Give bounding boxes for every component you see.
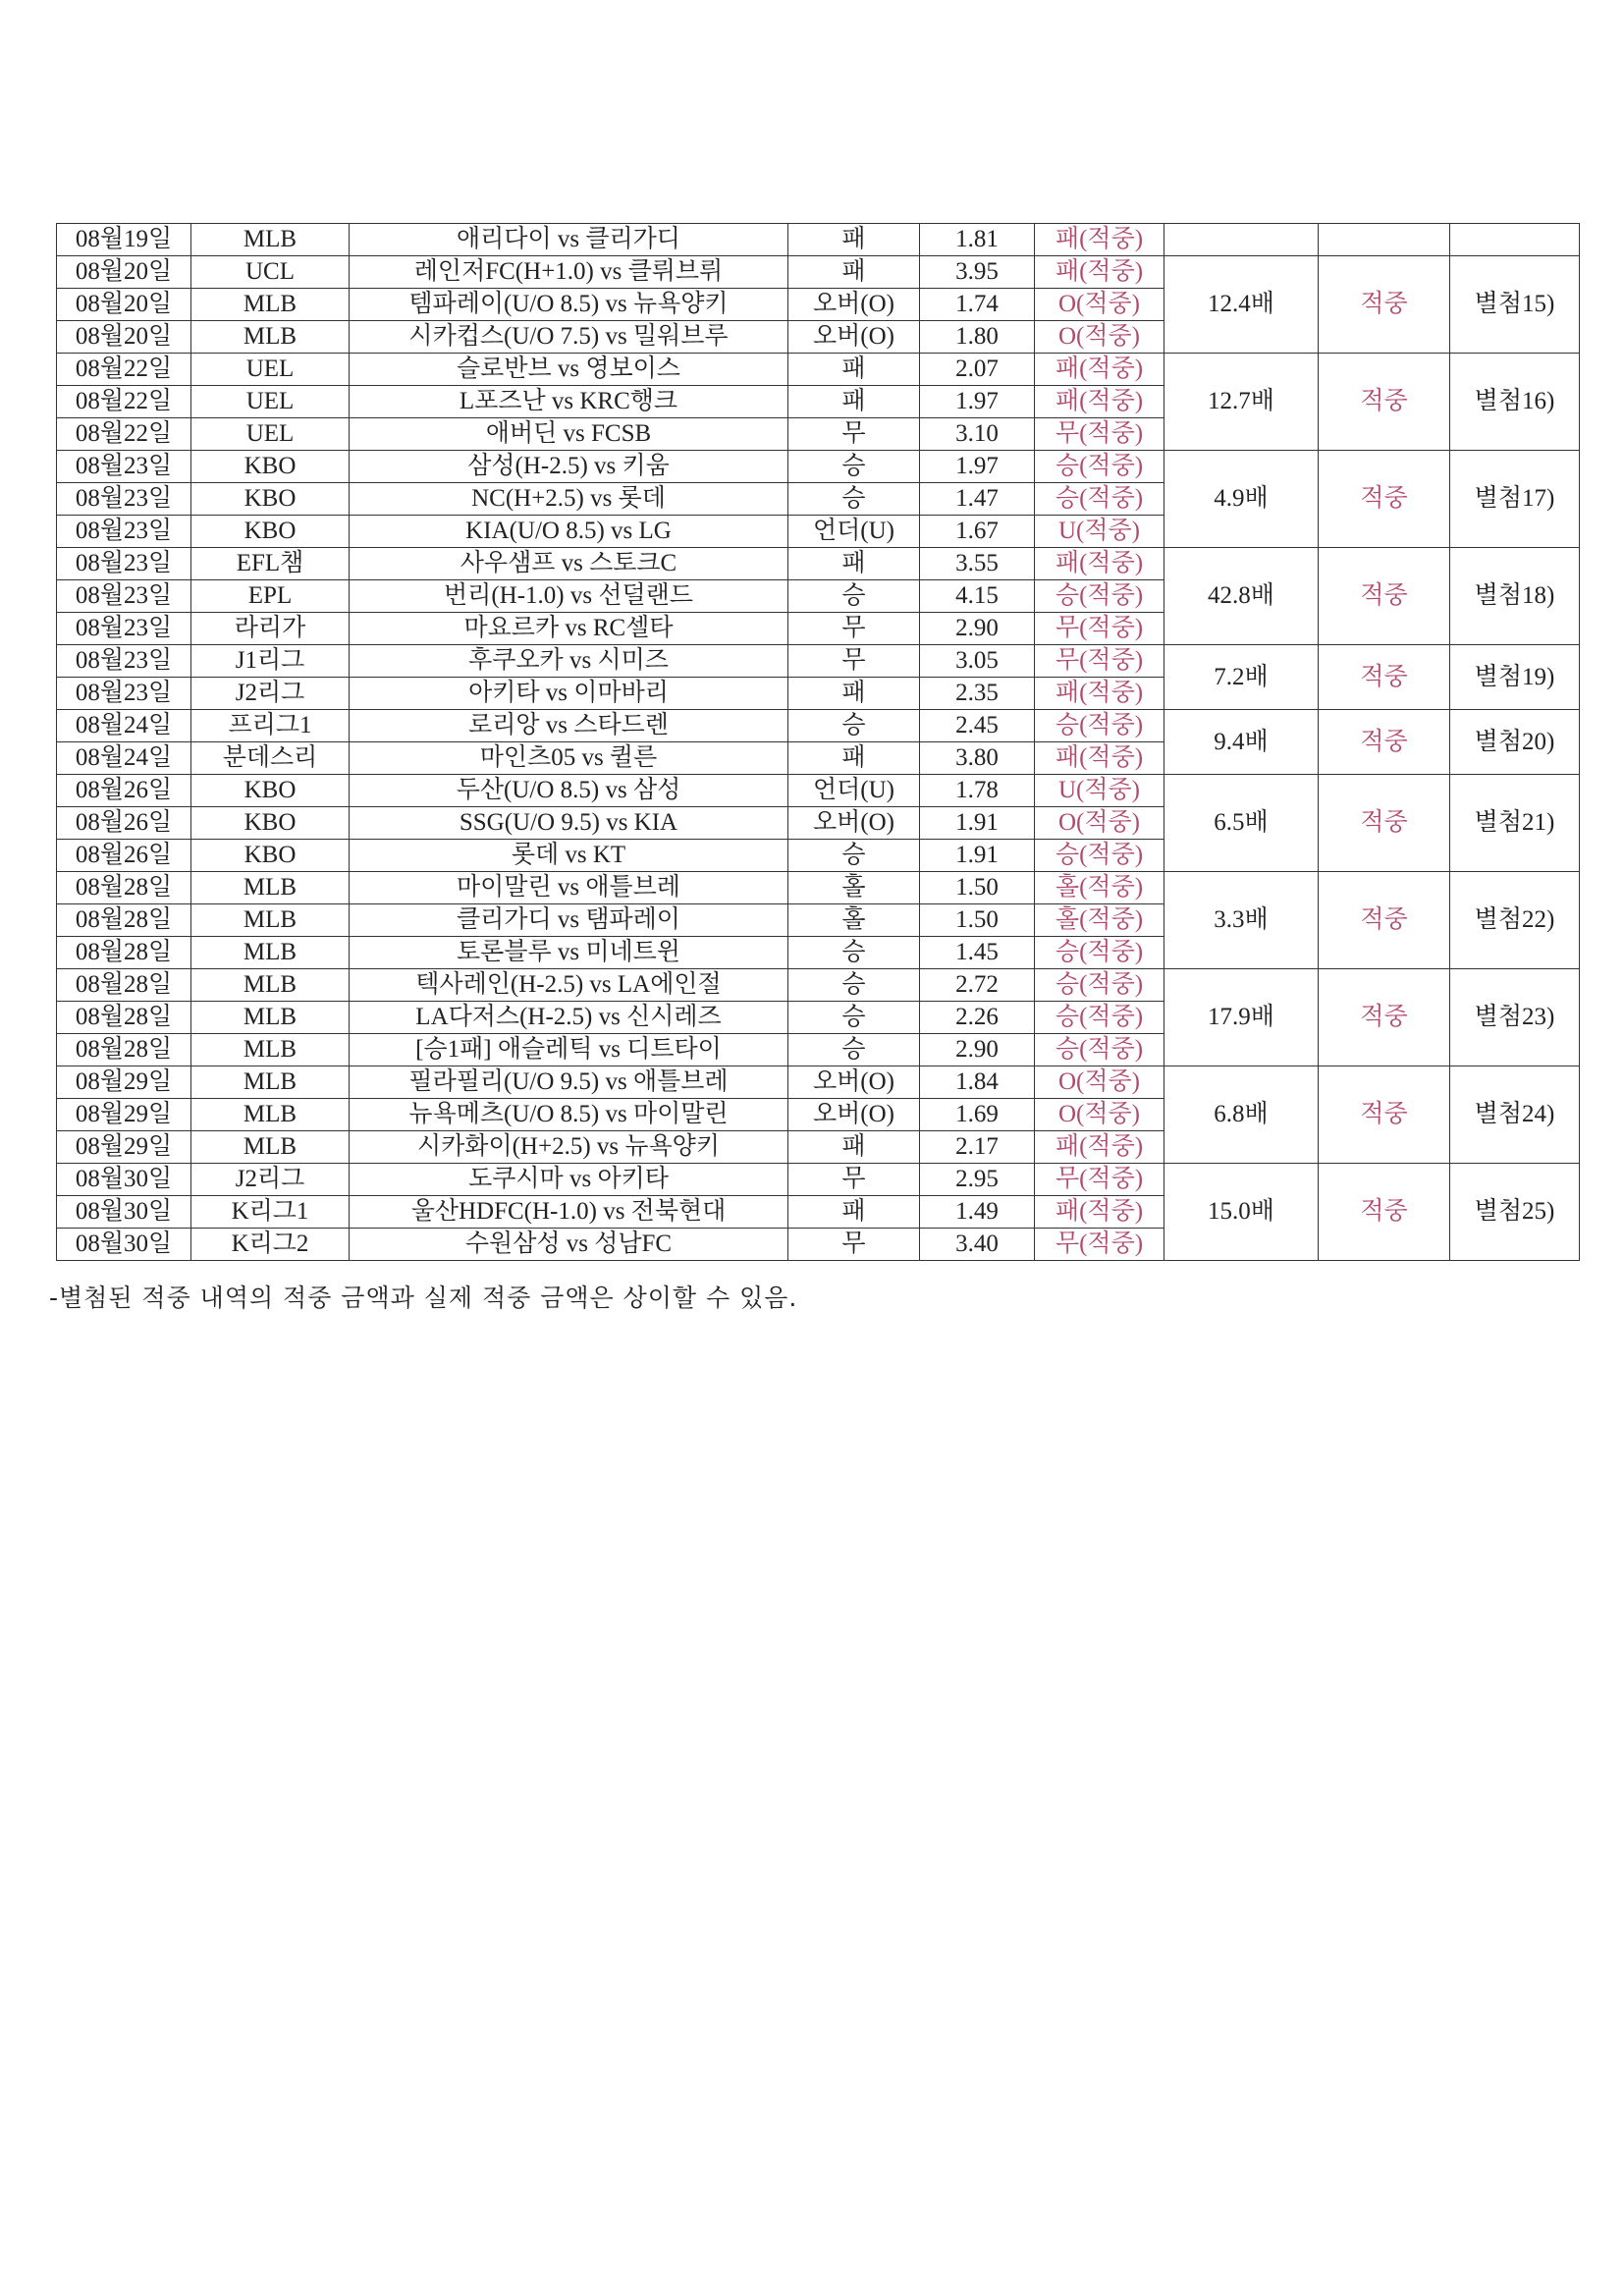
league-cell: MLB [191,872,350,904]
match-cell: 텍사레인(H-2.5) vs LA에인절 [350,969,788,1002]
date-cell: 08월22일 [57,418,191,451]
result-cell: 패(적중) [1035,678,1164,710]
odds-cell: 2.26 [920,1002,1035,1034]
status-cell: 적중 [1319,256,1450,354]
league-cell: MLB [191,224,350,256]
match-cell: 레인저FC(H+1.0) vs 클뤼브뤼 [350,256,788,289]
table-row [57,224,1580,256]
pick-cell: 승 [788,969,920,1002]
league-cell: J2리그 [191,1164,350,1196]
date-cell: 08월23일 [57,483,191,516]
odds-cell: 1.45 [920,937,1035,969]
result-cell: 승(적중) [1035,451,1164,483]
odds-cell: 3.55 [920,548,1035,580]
date-cell: 08월20일 [57,289,191,321]
pick-cell: 패 [788,1196,920,1229]
result-cell: 패(적중) [1035,1131,1164,1164]
league-cell: MLB [191,969,350,1002]
result-cell: U(적중) [1035,775,1164,807]
match-cell: 슬로반브 vs 영보이스 [350,354,788,386]
match-cell: 도쿠시마 vs 아키타 [350,1164,788,1196]
attachment-cell: 별첨20) [1450,710,1580,775]
date-cell: 08월23일 [57,548,191,580]
result-cell: 패(적중) [1035,548,1164,580]
match-cell: NC(H+2.5) vs 롯데 [350,483,788,516]
odds-cell: 3.80 [920,742,1035,775]
status-cell: 적중 [1319,451,1450,548]
pick-cell: 승 [788,1034,920,1066]
date-cell: 08월19일 [57,224,191,256]
odds-cell: 1.80 [920,321,1035,354]
match-cell: 마요르카 vs RC셀타 [350,613,788,645]
pick-cell: 언더(U) [788,775,920,807]
multiplier-cell: 6.5배 [1164,775,1319,872]
pick-cell: 오버(O) [788,289,920,321]
pick-cell: 무 [788,1229,920,1261]
league-cell: MLB [191,1034,350,1066]
date-cell: 08월20일 [57,256,191,289]
table-row [57,872,1580,904]
pick-cell: 무 [788,645,920,678]
odds-cell: 1.91 [920,807,1035,840]
league-cell: 프리그1 [191,710,350,742]
date-cell: 08월28일 [57,937,191,969]
attachment-cell: 별첨15) [1450,256,1580,354]
status-cell: 적중 [1319,969,1450,1066]
result-cell: 패(적중) [1035,742,1164,775]
match-cell: 수원삼성 vs 성남FC [350,1229,788,1261]
date-cell: 08월26일 [57,775,191,807]
date-cell: 08월26일 [57,807,191,840]
table-row [57,969,1580,1002]
footnote: -별첨된 적중 내역의 적중 금액과 실제 적중 금액은 상이할 수 있음. [49,1284,798,1312]
table-row [57,256,1580,289]
odds-cell: 1.50 [920,904,1035,937]
odds-cell: 2.35 [920,678,1035,710]
match-cell: 템파레이(U/O 8.5) vs 뉴욕양키 [350,289,788,321]
odds-cell: 3.95 [920,256,1035,289]
result-cell: 무(적중) [1035,418,1164,451]
pick-cell: 오버(O) [788,321,920,354]
result-cell: 패(적중) [1035,1196,1164,1229]
status-cell: 적중 [1319,775,1450,872]
pick-cell: 승 [788,580,920,613]
match-cell: 클리가디 vs 탬파레이 [350,904,788,937]
multiplier-cell: 17.9배 [1164,969,1319,1066]
result-cell: U(적중) [1035,516,1164,548]
match-cell: KIA(U/O 8.5) vs LG [350,516,788,548]
date-cell: 08월29일 [57,1066,191,1099]
attachment-cell: 별첨21) [1450,775,1580,872]
odds-cell: 3.10 [920,418,1035,451]
result-cell: 홀(적중) [1035,872,1164,904]
match-cell: 두산(U/O 8.5) vs 삼성 [350,775,788,807]
date-cell: 08월28일 [57,969,191,1002]
multiplier-cell: 9.4배 [1164,710,1319,775]
league-cell: MLB [191,1099,350,1131]
result-cell: 승(적중) [1035,483,1164,516]
date-cell: 08월29일 [57,1131,191,1164]
date-cell: 08월23일 [57,678,191,710]
league-cell: UEL [191,418,350,451]
pick-cell: 패 [788,256,920,289]
multiplier-cell [1164,224,1319,256]
pick-cell: 오버(O) [788,1099,920,1131]
odds-cell: 2.95 [920,1164,1035,1196]
status-cell: 적중 [1319,548,1450,645]
result-cell: 무(적중) [1035,1164,1164,1196]
odds-cell: 3.05 [920,645,1035,678]
league-cell: KBO [191,775,350,807]
status-cell: 적중 [1319,354,1450,451]
odds-cell: 1.97 [920,451,1035,483]
table-row [57,775,1580,807]
result-cell: 패(적중) [1035,224,1164,256]
date-cell: 08월30일 [57,1229,191,1261]
date-cell: 08월23일 [57,613,191,645]
pick-cell: 무 [788,1164,920,1196]
attachment-cell: 별첨24) [1450,1066,1580,1164]
result-cell: 패(적중) [1035,386,1164,418]
result-cell: 승(적중) [1035,969,1164,1002]
date-cell: 08월30일 [57,1196,191,1229]
betting-results-table [56,223,1580,1261]
odds-cell: 2.72 [920,969,1035,1002]
multiplier-cell: 42.8배 [1164,548,1319,645]
league-cell: K리그2 [191,1229,350,1261]
match-cell: 애버딘 vs FCSB [350,418,788,451]
pick-cell: 오버(O) [788,807,920,840]
odds-cell: 1.50 [920,872,1035,904]
odds-cell: 1.97 [920,386,1035,418]
multiplier-cell: 6.8배 [1164,1066,1319,1164]
league-cell: MLB [191,289,350,321]
pick-cell: 언더(U) [788,516,920,548]
result-cell: 승(적중) [1035,937,1164,969]
multiplier-cell: 15.0배 [1164,1164,1319,1261]
attachment-cell: 별첨18) [1450,548,1580,645]
league-cell: J2리그 [191,678,350,710]
date-cell: 08월30일 [57,1164,191,1196]
match-cell: [승1패] 애슬레틱 vs 디트타이 [350,1034,788,1066]
result-cell: 승(적중) [1035,710,1164,742]
odds-cell: 1.74 [920,289,1035,321]
odds-cell: 2.90 [920,1034,1035,1066]
status-cell [1319,224,1450,256]
league-cell: J1리그 [191,645,350,678]
pick-cell: 홀 [788,904,920,937]
date-cell: 08월24일 [57,710,191,742]
status-cell: 적중 [1319,710,1450,775]
match-cell: 번리(H-1.0) vs 선덜랜드 [350,580,788,613]
match-cell: 삼성(H-2.5) vs 키움 [350,451,788,483]
league-cell: MLB [191,321,350,354]
date-cell: 08월22일 [57,386,191,418]
pick-cell: 무 [788,613,920,645]
odds-cell: 2.90 [920,613,1035,645]
result-cell: O(적중) [1035,1066,1164,1099]
odds-cell: 1.47 [920,483,1035,516]
match-cell: 후쿠오카 vs 시미즈 [350,645,788,678]
odds-cell: 1.84 [920,1066,1035,1099]
match-cell: 애리다이 vs 클리가디 [350,224,788,256]
league-cell: KBO [191,451,350,483]
match-cell: 마인츠05 vs 퀼른 [350,742,788,775]
match-cell: 토론블루 vs 미네트윈 [350,937,788,969]
odds-cell: 3.40 [920,1229,1035,1261]
pick-cell: 오버(O) [788,1066,920,1099]
multiplier-cell: 12.4배 [1164,256,1319,354]
table-row [57,1164,1580,1196]
match-cell: L포즈난 vs KRC행크 [350,386,788,418]
date-cell: 08월26일 [57,840,191,872]
attachment-cell: 별첨23) [1450,969,1580,1066]
result-cell: 승(적중) [1035,1002,1164,1034]
attachment-cell [1450,224,1580,256]
match-cell: 아키타 vs 이마바리 [350,678,788,710]
odds-cell: 1.81 [920,224,1035,256]
date-cell: 08월28일 [57,1034,191,1066]
attachment-cell: 별첨25) [1450,1164,1580,1261]
league-cell: UEL [191,386,350,418]
odds-cell: 2.17 [920,1131,1035,1164]
odds-cell: 1.69 [920,1099,1035,1131]
league-cell: EFL챔 [191,548,350,580]
pick-cell: 패 [788,678,920,710]
status-cell: 적중 [1319,872,1450,969]
league-cell: MLB [191,1131,350,1164]
date-cell: 08월28일 [57,872,191,904]
odds-cell: 1.67 [920,516,1035,548]
league-cell: KBO [191,840,350,872]
pick-cell: 패 [788,224,920,256]
result-cell: 패(적중) [1035,354,1164,386]
pick-cell: 승 [788,937,920,969]
date-cell: 08월22일 [57,354,191,386]
pick-cell: 승 [788,710,920,742]
odds-cell: 1.91 [920,840,1035,872]
pick-cell: 무 [788,418,920,451]
match-cell: LA다저스(H-2.5) vs 신시레즈 [350,1002,788,1034]
result-cell: 승(적중) [1035,840,1164,872]
league-cell: MLB [191,937,350,969]
date-cell: 08월23일 [57,516,191,548]
date-cell: 08월29일 [57,1099,191,1131]
attachment-cell: 별첨19) [1450,645,1580,710]
odds-cell: 1.49 [920,1196,1035,1229]
attachment-cell: 별첨16) [1450,354,1580,451]
pick-cell: 패 [788,742,920,775]
pick-cell: 홀 [788,872,920,904]
match-cell: 필라필리(U/O 9.5) vs 애틀브레 [350,1066,788,1099]
pick-cell: 패 [788,386,920,418]
result-cell: O(적중) [1035,807,1164,840]
date-cell: 08월23일 [57,451,191,483]
league-cell: UCL [191,256,350,289]
result-cell: O(적중) [1035,1099,1164,1131]
league-cell: UEL [191,354,350,386]
league-cell: KBO [191,516,350,548]
table-row [57,548,1580,580]
multiplier-cell: 4.9배 [1164,451,1319,548]
result-cell: 패(적중) [1035,256,1164,289]
match-cell: 울산HDFC(H-1.0) vs 전북현대 [350,1196,788,1229]
table-row [57,354,1580,386]
attachment-cell: 별첨17) [1450,451,1580,548]
match-cell: 시카컵스(U/O 7.5) vs 밀워브루 [350,321,788,354]
pick-cell: 승 [788,1002,920,1034]
status-cell: 적중 [1319,645,1450,710]
attachment-cell: 별첨22) [1450,872,1580,969]
result-cell: O(적중) [1035,289,1164,321]
table-row [57,451,1580,483]
date-cell: 08월24일 [57,742,191,775]
date-cell: 08월23일 [57,645,191,678]
match-cell: 로리앙 vs 스타드렌 [350,710,788,742]
match-cell: 뉴욕메츠(U/O 8.5) vs 마이말린 [350,1099,788,1131]
date-cell: 08월20일 [57,321,191,354]
result-cell: 승(적중) [1035,580,1164,613]
result-cell: 승(적중) [1035,1034,1164,1066]
odds-cell: 4.15 [920,580,1035,613]
multiplier-cell: 7.2배 [1164,645,1319,710]
league-cell: EPL [191,580,350,613]
match-cell: 사우샘프 vs 스토크C [350,548,788,580]
league-cell: MLB [191,1066,350,1099]
match-cell: SSG(U/O 9.5) vs KIA [350,807,788,840]
pick-cell: 패 [788,548,920,580]
league-cell: 라리가 [191,613,350,645]
multiplier-cell: 3.3배 [1164,872,1319,969]
pick-cell: 승 [788,483,920,516]
match-cell: 롯데 vs KT [350,840,788,872]
league-cell: 분데스리 [191,742,350,775]
table-row [57,645,1580,678]
league-cell: KBO [191,483,350,516]
status-cell: 적중 [1319,1066,1450,1164]
status-cell: 적중 [1319,1164,1450,1261]
odds-cell: 2.45 [920,710,1035,742]
league-cell: MLB [191,904,350,937]
match-cell: 시카화이(H+2.5) vs 뉴욕양키 [350,1131,788,1164]
result-cell: 무(적중) [1035,613,1164,645]
pick-cell: 패 [788,354,920,386]
date-cell: 08월23일 [57,580,191,613]
league-cell: KBO [191,807,350,840]
date-cell: 08월28일 [57,1002,191,1034]
league-cell: MLB [191,1002,350,1034]
pick-cell: 승 [788,451,920,483]
match-cell: 마이말린 vs 애틀브레 [350,872,788,904]
date-cell: 08월28일 [57,904,191,937]
result-cell: 홀(적중) [1035,904,1164,937]
table-row [57,1066,1580,1099]
multiplier-cell: 12.7배 [1164,354,1319,451]
pick-cell: 패 [788,1131,920,1164]
result-cell: 무(적중) [1035,1229,1164,1261]
table-row [57,710,1580,742]
result-cell: 무(적중) [1035,645,1164,678]
pick-cell: 승 [788,840,920,872]
league-cell: K리그1 [191,1196,350,1229]
result-cell: O(적중) [1035,321,1164,354]
odds-cell: 1.78 [920,775,1035,807]
odds-cell: 2.07 [920,354,1035,386]
